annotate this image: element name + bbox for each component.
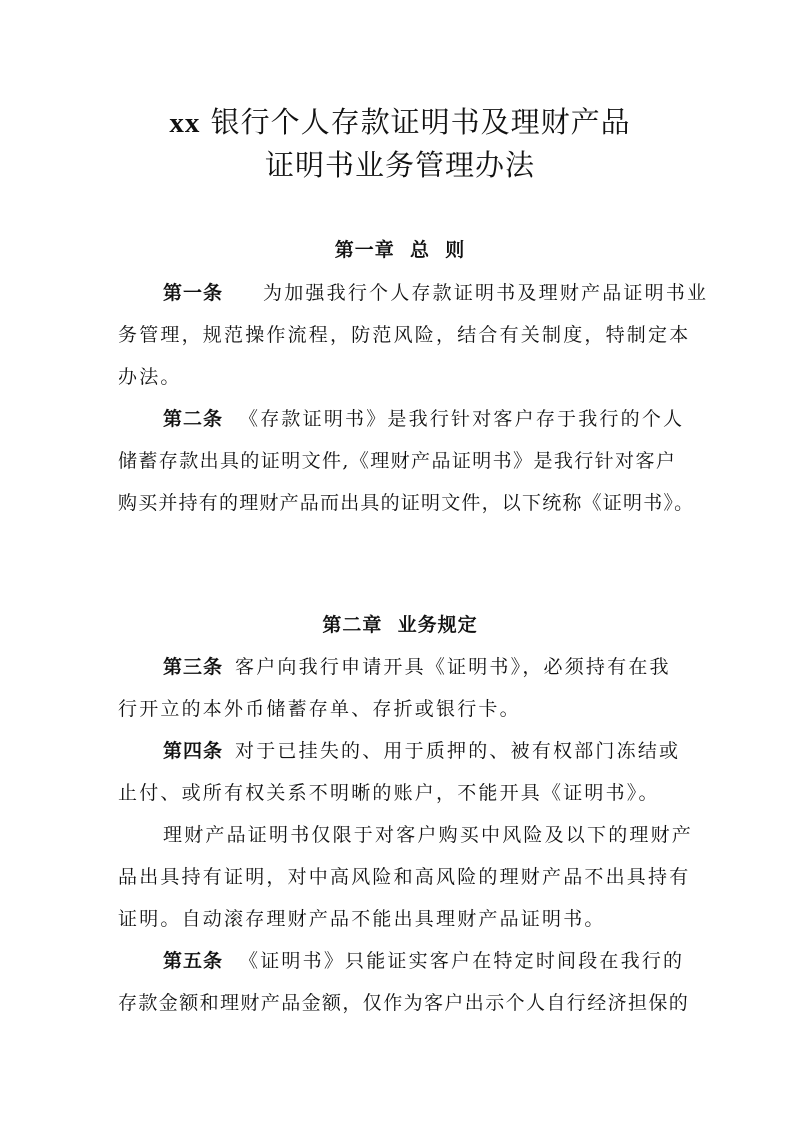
article-5-text-1: 《证明书》只能证实客户在特定时间段在我行的 <box>239 950 685 972</box>
chapter-1-heading: 第一章 总 则 <box>334 239 466 261</box>
article-5-line-1 <box>163 946 684 973</box>
article-3-line-2: 行开立的本外币储蓄存单、存折或银行卡。 <box>118 698 521 720</box>
article-4-line-1 <box>163 736 680 763</box>
article-5-label: 第五条 <box>163 950 224 972</box>
article-2-text-1: 《存款证明书》是我行针对客户存于我行的个人 <box>239 408 685 430</box>
article-2-label: 第二条 <box>163 408 224 430</box>
article-1-line-1 <box>163 278 708 305</box>
document-title-line1 <box>0 100 800 141</box>
article-4-line-2: 止付、或所有权关系不明晰的账户，不能开具《证明书》。 <box>118 782 660 804</box>
title-text-1: 银行个人存款证明书及理财产品 <box>210 105 631 139</box>
article-2-line-2: 储蓄存款出具的证明文件,《理财产品证明书》是我行针对客户 <box>118 450 677 472</box>
article-3-label: 第三条 <box>163 656 224 678</box>
article-3-line-1 <box>163 652 671 679</box>
article-1-line-2: 务管理，规范操作流程，防范风险，结合有关制度，特制定本 <box>118 324 691 346</box>
article-1-label: 第一条 <box>163 282 224 304</box>
article-3-text-1: 客户向我行申请开具《证明书》，必须持有在我 <box>235 656 671 678</box>
article-5-line-2: 存款金额和理财产品金额，仅作为客户出示个人自行经济担保的 <box>118 992 690 1014</box>
paragraph-line-1: 理财产品证明书仅限于对客户购买中风险及以下的理财产 <box>163 824 694 846</box>
article-4-label: 第四条 <box>163 740 224 762</box>
document-title-line2: 证明书业务管理办法 <box>264 148 535 182</box>
article-1-line-3: 办法。 <box>118 366 182 388</box>
article-2-line-3: 购买并持有的理财产品而出具的证明文件，以下统称《证明书》。 <box>118 492 695 514</box>
title-prefix: xx <box>169 107 201 139</box>
chapter-2-heading: 第二章 业务规定 <box>322 614 478 636</box>
article-4-text-1: 对于已挂失的、用于质押的、被有权部门冻结或 <box>235 740 681 762</box>
article-1-text-1: 为加强我行个人存款证明书及理财产品证明书业 <box>263 282 709 304</box>
paragraph-line-3: 证明。自动滚存理财产品不能出具理财产品证明书。 <box>118 908 606 930</box>
paragraph-line-2: 品出具持有证明，对中高风险和高风险的理财产品不出具持有 <box>118 866 691 888</box>
article-2-line-1 <box>163 404 684 431</box>
